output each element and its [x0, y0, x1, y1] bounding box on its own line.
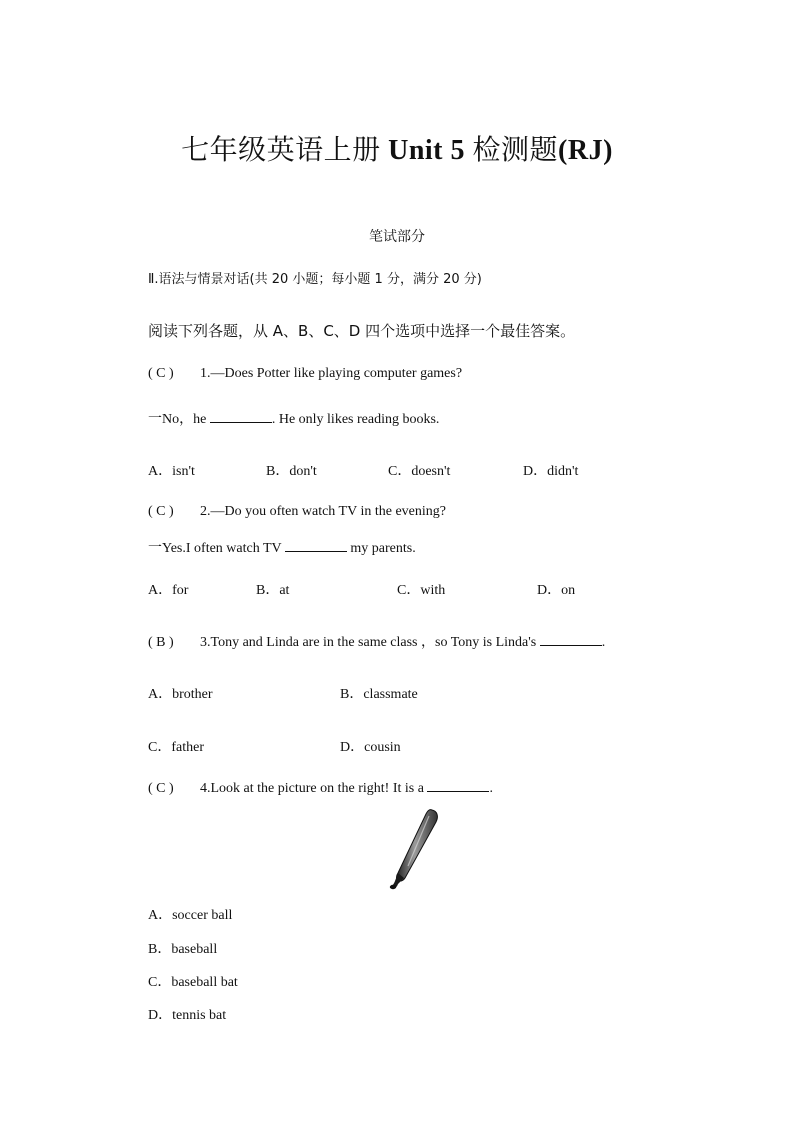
- question-text: my parents.: [346, 541, 416, 556]
- option-a: A．for: [148, 583, 189, 598]
- question-text: . He only likes reading books.: [271, 412, 440, 427]
- question-2-line-2: [148, 537, 416, 557]
- answer-bracket: ( B ): [148, 635, 174, 650]
- question-text: 一No，he: [148, 412, 210, 427]
- answer-blank: [285, 539, 347, 552]
- question-stem: 3.Tony and Linda are in the same class ，so Tony is Linda's: [200, 635, 540, 650]
- option-a: A．soccer ball: [148, 908, 233, 923]
- answer-blank: [540, 633, 602, 646]
- question-4: [148, 779, 493, 797]
- option-b: B．at: [256, 583, 290, 598]
- answer-bracket: ( C ): [148, 504, 174, 519]
- question-1: [148, 366, 462, 382]
- answer-blank: [427, 779, 489, 792]
- question-stem: 1.—Does Potter like playing computer games?: [200, 366, 463, 381]
- question-stem: 4.Look at the picture on the right! It is a: [200, 781, 428, 796]
- instruction-text: 阅读下列各题，从 A、B、C、D 四个选项中选择一个最佳答案。: [148, 322, 576, 340]
- question-3: [148, 631, 605, 651]
- question-stem: 2.—Do you often watch TV in the evening?: [200, 504, 446, 519]
- answer-bracket: ( C ): [148, 366, 174, 381]
- title-cn-1: 七年级英语上册: [181, 135, 381, 166]
- page-title: [0, 128, 794, 168]
- option-b: B．baseball: [148, 942, 218, 957]
- baseball-bat-image: [388, 808, 440, 890]
- option-d: D．didn't: [523, 464, 579, 479]
- option-b: B．don't: [266, 464, 317, 479]
- question-text: .: [489, 781, 493, 796]
- section-heading: 笔试部分: [369, 229, 425, 245]
- option-c: C．baseball bat: [148, 975, 238, 990]
- answer-blank: [210, 410, 272, 423]
- part-heading: Ⅱ.语法与情景对话(共 20 小题；每小题 1 分，满分 20 分): [148, 272, 482, 287]
- title-suffix: (RJ): [558, 135, 613, 166]
- option-c: C．father: [148, 740, 204, 755]
- answer-bracket: ( C ): [148, 781, 174, 796]
- option-a: A．brother: [148, 687, 213, 702]
- option-d: D．on: [537, 583, 576, 598]
- question-2: [148, 504, 446, 520]
- option-d: D．tennis bat: [148, 1008, 227, 1023]
- option-a: A．isn't: [148, 464, 195, 479]
- option-b: B．classmate: [340, 687, 418, 702]
- question-text: .: [601, 635, 606, 650]
- question-1-line-2: [148, 408, 439, 428]
- option-d: D．cousin: [340, 740, 401, 755]
- option-c: C．with: [397, 583, 446, 598]
- title-unit: Unit 5: [388, 135, 466, 166]
- title-cn-2: 检测题: [472, 135, 559, 166]
- option-c: C．doesn't: [388, 464, 451, 479]
- question-text: 一Yes.I often watch TV: [148, 541, 285, 556]
